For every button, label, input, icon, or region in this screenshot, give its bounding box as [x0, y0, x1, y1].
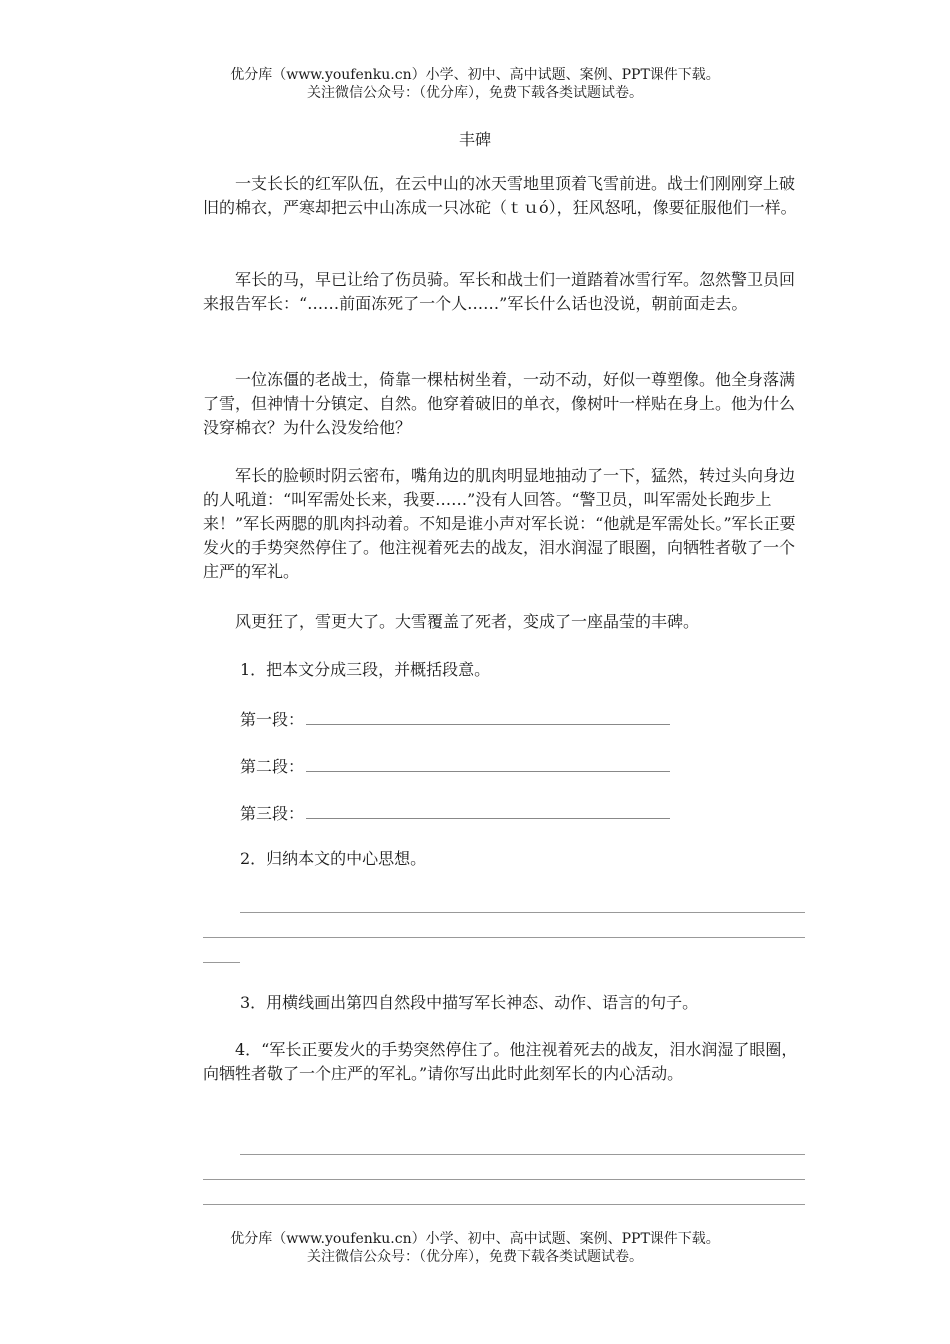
page-footer [0, 1230, 950, 1266]
paragraph-4-text: 军长的脸顿时阴云密布，嘴角边的肌肉明显地抽动了一下，猛然，转过头向身边的人吼道：“叫军需处长来，我要……”没有人回答。“警卫员，叫军需处长跑步上来！”军长两腮的肌肉抖动着。不知是谁小声对军长说：“他就是军需处长。”军长正要发火的手势突然停住了。他注视着死去的战友，泪水润湿了眼圈，向牺牲者敬了一个庄严的军礼。 [203, 466, 796, 581]
segment-2-answer-blank[interactable] [306, 753, 670, 772]
paragraph-5 [203, 610, 805, 634]
segment-3-row [240, 800, 670, 826]
question-4 [203, 1038, 805, 1086]
paragraph-3 [203, 368, 805, 440]
q4-answer-line-2[interactable] [203, 1179, 805, 1180]
paragraph-2 [203, 268, 805, 316]
segment-1-answer-blank[interactable] [306, 706, 670, 725]
paragraph-5-text: 风更狂了，雪更大了。大雪覆盖了死者，变成了一座晶莹的丰碑。 [235, 612, 700, 631]
header-line-2: 关注微信公众号：（优分库），免费下载各类试题试卷。 [307, 85, 643, 101]
segment-2-row [240, 753, 670, 779]
footer-line-1: 优分库（www.youfenku.cn）小学、初中、高中试题、案例、PPT课件下载。 [230, 1231, 720, 1247]
paragraph-3-text: 一位冻僵的老战士，倚靠一棵枯树坐着，一动不动，好似一尊塑像。他全身落满了雪，但神情十分镇定、自然。他穿着破旧的单衣，像树叶一样贴在身上。他为什么没穿棉衣？为什么没发给他？ [203, 370, 796, 437]
article-title: 丰碑 [458, 130, 491, 149]
header-line-1: 优分库（www.youfenku.cn）小学、初中、高中试题、案例、PPT课件下载。 [230, 67, 720, 83]
question-2: 2．归纳本文的中心思想。 [240, 849, 427, 868]
question-4-text: 4．“军长正要发火的手势突然停住了。他注视着死去的战友，泪水润湿了眼圈，向牺牲者敬了一个庄严的军礼。”请你写出此时此刻军长的内心活动。 [203, 1040, 798, 1083]
question-3: 3．用横线画出第四自然段中描写军长神态、动作、语言的句子。 [240, 993, 699, 1012]
paragraph-1-text: 一支长长的红军队伍，在云中山的冰天雪地里顶着飞雪前进。战士们刚刚穿上破旧的棉衣，严寒却把云中山冻成一只冰砣（ｔｕó），狂风怒吼，像要征服他们一样。 [203, 174, 797, 217]
segment-2-label: 第二段： [240, 757, 305, 776]
paragraph-4 [203, 464, 805, 584]
q2-answer-line-3[interactable] [203, 962, 240, 963]
segment-1-row [240, 706, 670, 732]
q2-answer-line-2[interactable] [203, 937, 805, 938]
segment-1-label: 第一段： [240, 710, 305, 729]
paragraph-2-text: 军长的马，早已让给了伤员骑。军长和战士们一道踏着冰雪行军。忽然警卫员回来报告军长：“……前面冻死了一个人……”军长什么话也没说，朝前面走去。 [203, 270, 796, 313]
paragraph-1 [203, 172, 805, 220]
segment-3-label: 第三段： [240, 804, 305, 823]
question-1: 1．把本文分成三段，并概括段意。 [240, 660, 491, 679]
page-header [0, 66, 950, 102]
q4-answer-line-3[interactable] [203, 1204, 805, 1205]
q4-answer-line-1[interactable] [240, 1154, 805, 1155]
q2-answer-line-1[interactable] [240, 912, 805, 913]
footer-line-2: 关注微信公众号：（优分库），免费下载各类试题试卷。 [307, 1249, 643, 1265]
segment-3-answer-blank[interactable] [306, 800, 670, 819]
